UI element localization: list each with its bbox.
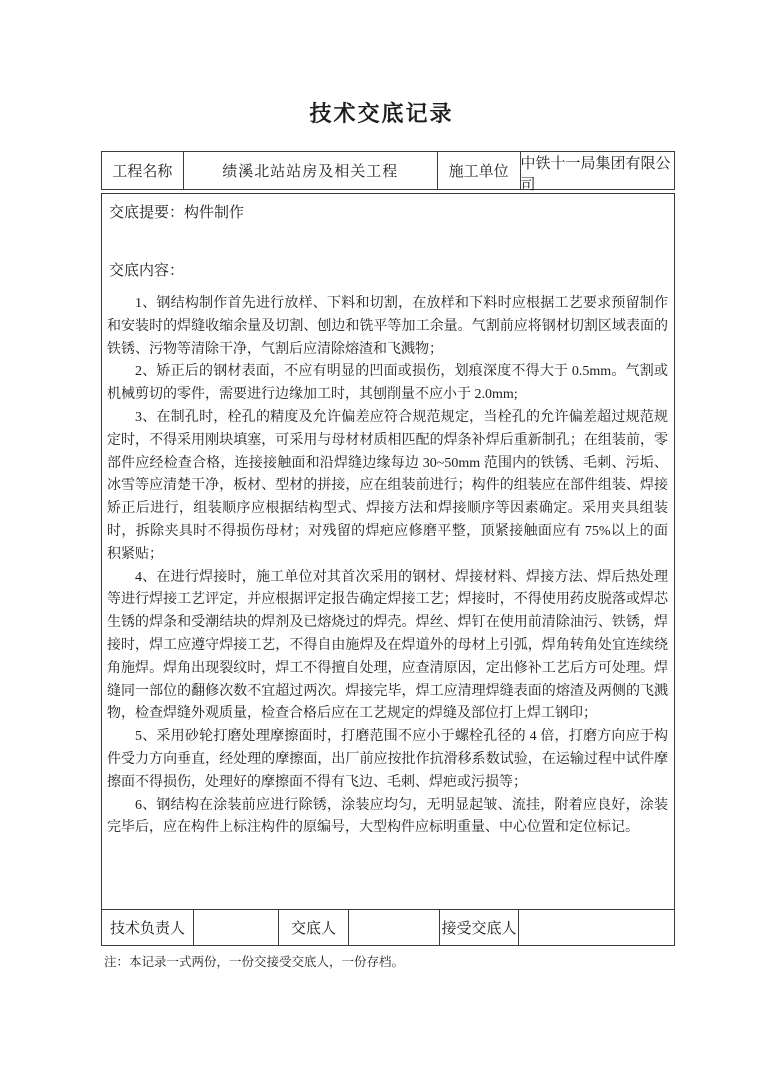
disclosure-summary-value: 构件制作 xyxy=(184,205,245,221)
tech-lead-signature-cell xyxy=(193,910,278,945)
construction-unit-value: 中铁十一局集团有限公司 xyxy=(520,152,674,189)
receiver-label: 接受交底人 xyxy=(439,910,518,945)
footnote: 注：本记录一式两份，一份交接受交底人，一份存档。 xyxy=(104,955,405,969)
construction-unit-label: 施工单位 xyxy=(437,152,520,189)
content-paragraph-6: 6、钢结构在涂装前应进行除锈，涂装应均匀，无明显起皱、流挂，附着应良好，涂装完毕后，应在构件上标注构件的原编号，大型构件应标明重量、中心位置和定位标记。 xyxy=(107,797,668,836)
discloser-signature-cell xyxy=(348,910,439,945)
table-header-row xyxy=(101,151,675,193)
content-paragraph-2: 2、矫正后的钢材表面，不应有明显的凹面或损伤，划痕深度不得大于 0.5mm。气割或机械剪切的零件，需要进行边缘加工时，其刨削量不应小于 2.0mm; xyxy=(107,364,668,403)
disclosure-content-paragraphs xyxy=(107,293,668,840)
receiver-signature-cell xyxy=(518,910,674,945)
content-paragraph-4: 4、在进行焊接时，施工单位对其首次采用的钢材、焊接材料、焊接方法、焊后热处理等进行焊接工艺评定，并应根据评定报告确定焊接工艺；焊接时，不得使用药皮脱落或焊芯生锈的焊条和受潮结块的焊剂及已熔烧过的焊壳。焊丝、焊钉在使用前清除油污、铁锈，焊接时，焊工应遵守焊接工艺，不得自由施焊及在焊道外的母材上引弧，焊角转角处宜连续绕角施焊。焊角出现裂纹时，焊工不得擅自处理，应查清原因，定出修补工艺后方可处理。焊缝同一部位的翻修次数不宜超过两次。焊接完毕，焊工应清理焊缝表面的熔渣及两侧的飞溅物，检查焊缝外观质量，检查合格后应在工艺规定的焊缝及部位打上焊工钢印； xyxy=(107,569,668,722)
disclosure-record-table xyxy=(101,151,675,946)
content-paragraph-3: 3、在制孔时，栓孔的精度及允许偏差应符合规范规定，当栓孔的允许偏差超过规范规定时，不得采用刚块填塞，可采用与母材材质相匹配的焊条补焊后重新制孔；在组装前，零部件应经检查合格，连接接触面和沿焊缝边缘每边 30~50mm 范围内的铁锈、毛刺、污垢、冰雪等应清楚干净，板材、型材的拼接，应在组装前进行；构件的组装应在部件组装、焊接矫正后进行，组装顺序应根据结构型式、焊接方法和焊接顺序等因素确定。采用夹具组装时，拆除夹具时不得损伤母材；对残留的焊疤应修磨平整，顶紧接触面应有 75%以上的面积紧贴； xyxy=(107,409,668,562)
page-title: 技术交底记录 xyxy=(309,101,454,126)
signature-row xyxy=(101,910,675,946)
tech-lead-label: 技术负责人 xyxy=(109,921,185,937)
content-paragraph-5: 5、采用砂轮打磨处理摩擦面时，打磨范围不应小于螺栓孔径的 4 倍，打磨方向应于构件受力方向垂直，经处理的摩擦面，出厂前应按批作抗滑移系数试验，在运输过程中试件摩擦面不得损伤，处理好的摩擦面不得有飞边、毛刺、焊疤或污损等； xyxy=(107,729,668,790)
table-body-cell xyxy=(101,193,675,910)
disclosure-content-label: 交底内容： xyxy=(109,263,185,279)
discloser-label: 交底人 xyxy=(278,910,348,945)
disclosure-summary-label: 交底提要： xyxy=(109,205,185,221)
project-name-label: 工程名称 xyxy=(112,164,173,180)
disclosure-summary-line xyxy=(107,203,668,223)
project-name-value: 绩溪北站站房及相关工程 xyxy=(183,152,437,189)
content-paragraph-1: 1、钢结构制作首先进行放样、下料和切割，在放样和下料时应根据工艺要求预留制作和安装时的焊缝收缩余量及切割、刨边和铣平等加工余量。气割前应将钢材切割区域表面的铁锈、污物等清除干净，气割后应清除熔渣和飞溅物； xyxy=(107,296,668,357)
